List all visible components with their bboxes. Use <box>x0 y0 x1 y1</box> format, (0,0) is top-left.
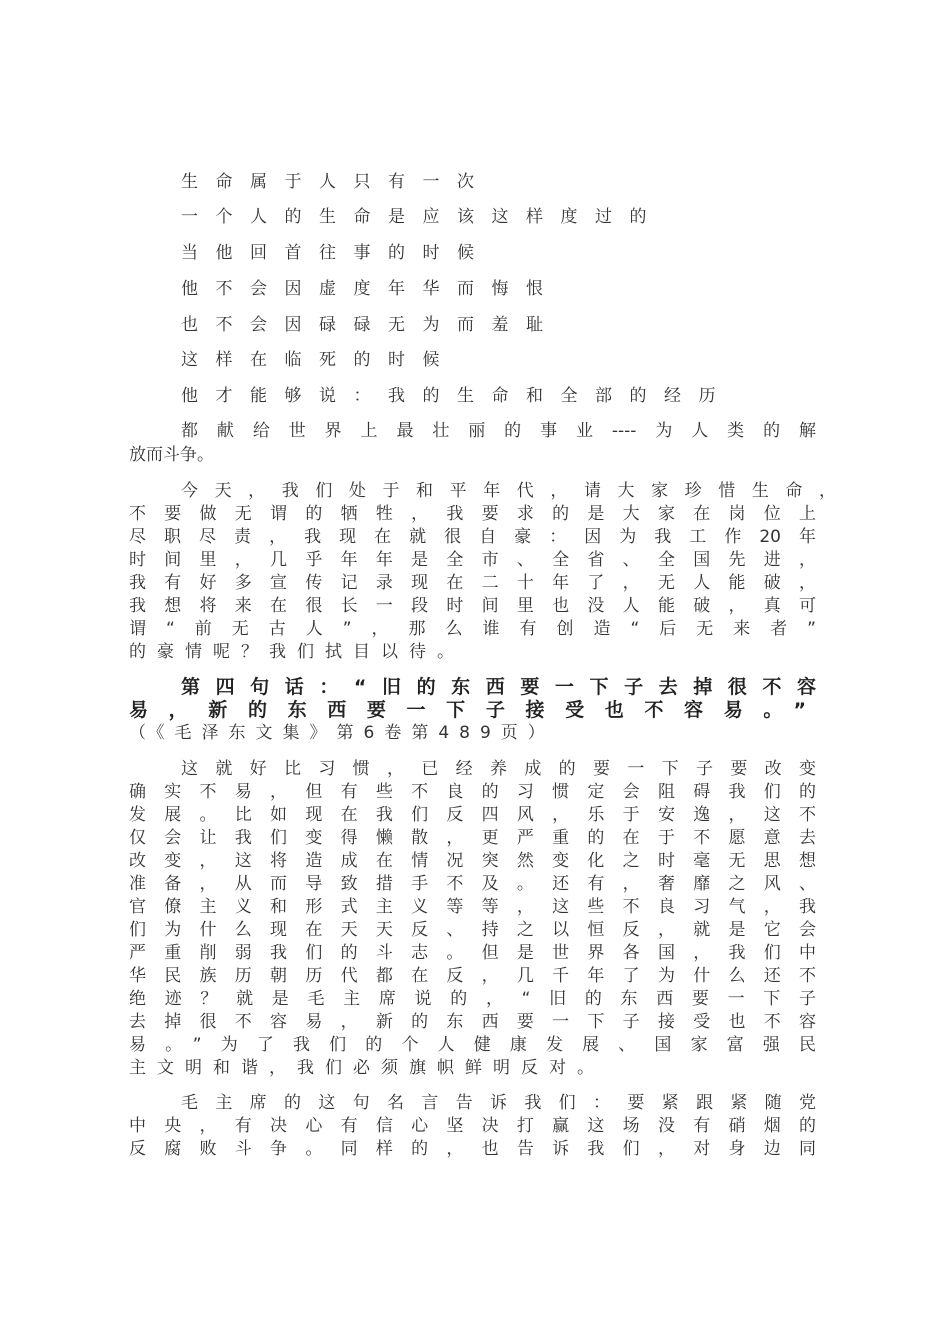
para2-line: 这就好比习惯，已经养成的要一下子要改变 <box>181 759 816 779</box>
poem-line: 一个人的生命是应该这样度过的 <box>181 207 664 227</box>
para2-line: 们为什么现在天天反、持之以恒反，就是它会 <box>129 920 816 940</box>
para1-line: 的豪情呢？我们拭目以待。 <box>129 642 465 662</box>
para3-line: 毛主席的这句名言告诉我们：要紧跟紧随党 <box>181 1093 816 1113</box>
para1-line: 时间里，几乎年年是全市、全省、全国先进， <box>129 550 816 570</box>
para2-line: 改变，这将造成在情况突然变化之时毫无思想 <box>129 851 816 871</box>
para1-line: 我想将来在很长一段时间里也没人能破，真可 <box>129 596 816 616</box>
poem-tail-line: 放而斗争。 <box>129 445 214 465</box>
para2-line: 华民族历朝历代都在反，几千年了为什么还不 <box>129 966 816 986</box>
para2-line: 官僚主义和形式主义等等，这些不良习气，我 <box>129 897 816 917</box>
poem-line: 也不会因碌碌无为而羞耻 <box>181 315 561 335</box>
para2-line: 准备，从而导致措手不及。还有，奢靡之风、 <box>129 874 816 894</box>
para2-line: 仅会让我们变得懒散，更严重的在于不愿意去 <box>129 828 816 848</box>
para2-line: 发展。比如现在我们反四风，乐于安逸，这不 <box>129 805 816 825</box>
para3-line: 中央，有决心有信心坚决打赢这场没有硝烟的 <box>129 1116 816 1136</box>
para3-line: 反腐败斗争。同样的，也告诉我们，对身边同 <box>129 1139 816 1159</box>
para1-line: 谓“前无古人”，那么谁有创造“后无来者” <box>129 619 816 639</box>
para2-line: 主文明和谐，我们必须旗帜鲜明反对。 <box>129 1058 605 1078</box>
section-heading-line: 易，新的东西要一下子接受也不容易。” <box>129 699 806 721</box>
para2-line: 严重削弱我们的斗志。但是世界各国，我们中 <box>129 943 816 963</box>
para1-line: 尽职尽责，我现在就很自豪：因为我工作20年 <box>129 527 816 547</box>
para2-line: 去掉很不容易，新的东西要一下子接受也不容 <box>129 1012 816 1032</box>
poem-line: 他不会因虚度年华而悔恨 <box>181 279 561 299</box>
poem-line: 这样在临死的时候 <box>181 350 457 370</box>
poem-line: 他才能够说：我的生命和全部的经历 <box>181 386 733 406</box>
poem-line: 生命属于人只有一次 <box>181 172 492 192</box>
para1-line: 我有好多宣传记录现在二十年了，无人能破， <box>129 573 816 593</box>
poem-line: 当他回首往事的时候 <box>181 243 492 263</box>
para2-line: 确实不易，但有些不良的习惯定会阻碍我们的 <box>129 782 816 802</box>
section-heading-line: 第四句话：“旧的东西要一下子去掉很不容 <box>181 676 816 698</box>
citation: （《毛泽东文集》第6卷第489页） <box>129 723 555 743</box>
para1-line: 不要做无谓的牺牲，我要求的是大家在岗位上 <box>129 504 816 524</box>
para2-line: 易。”为了我们的个人健康发展、国家富强民 <box>129 1035 816 1055</box>
para2-line: 绝迹？就是毛主席说的，“旧的东西要一下子 <box>129 989 816 1009</box>
poem-tail-line: 都献给世界上最壮丽的事业----为人类的解 <box>181 421 816 441</box>
para1-line: 今天，我们处于和平年代，请大家珍惜生命， <box>181 481 836 501</box>
